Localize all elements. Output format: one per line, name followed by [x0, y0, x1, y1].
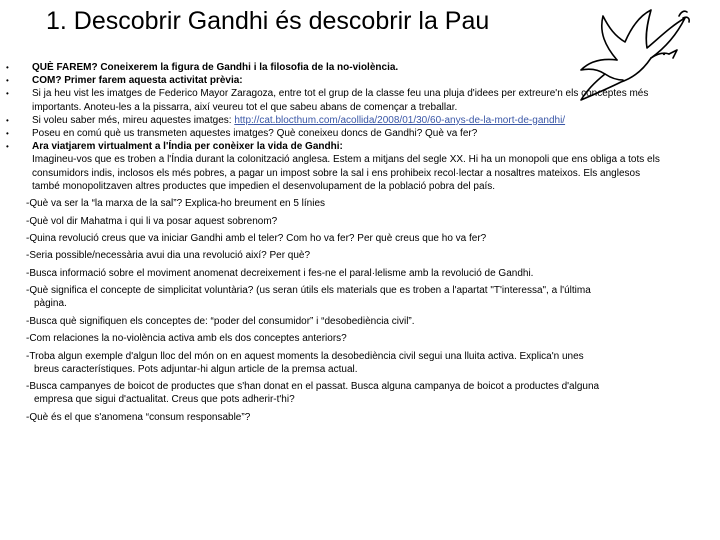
task-item: [26, 411, 661, 424]
bullet-dot: •: [6, 76, 9, 86]
task-text: -Què és el que s'anomena “consum responsable”?: [26, 411, 251, 423]
task-text-continued: empresa que sigui d'actualitat. Creus que pots adherir-t'hi?: [34, 394, 295, 406]
task-text: -Busca informació sobre el moviment anomenat decreixement i fes-ne el paral·lelisme amb la revolució de Gandhi.: [26, 267, 534, 279]
intro-paragraph: Imagineu-vos que es troben a l'Índia durant la colonització anglesa. Estem a mitjans del segle XX. Hi ha un monopoli que ens obliga a tots els consumidors indis, inclosos els més pobres, a pagar un impost sobre la sal i ens prohibeix recol·lectar a nosaltres mateixos. Els anglesos també monopolitzaven altres productes que impedien el desenvolupament de la població pobra del país.: [32, 154, 660, 192]
task-text: -Com relaciones la no-violència activa amb els dos conceptes anteriors?: [26, 333, 347, 345]
task-item: [26, 350, 661, 376]
bullet-dot: •: [6, 63, 9, 72]
task-item: [26, 380, 661, 406]
bullet-dot: •: [6, 115, 9, 125]
bullet-dot: •: [6, 129, 9, 139]
task-text-continued: pàgina.: [34, 298, 67, 310]
task-text: -Busca què signifiquen els conceptes de: “poder del consumidor” i “desobediència civil”.: [26, 315, 415, 327]
task-item: [26, 315, 661, 328]
bullet-text: Ara viatjarem virtualment a l'Índia per conèixer la vida de Gandhi:: [32, 141, 343, 153]
bullet-item: [6, 87, 661, 113]
task-item: [26, 332, 661, 345]
bullet-text: [32, 114, 661, 127]
bullet-text: COM? Primer farem aquesta activitat prèvia:: [32, 75, 243, 87]
task-item: [26, 267, 661, 280]
bullet-text: Si ja heu vist les imatges de Federico Mayor Zaragoza, entre tot el grup de la classe feu una pluja d'idees per extreure'n els conceptes més importants. Anoteu-les a la pissarra, així veureu tot el que sabeu abans de començar a treballar.: [32, 88, 649, 113]
bullet-dot: •: [6, 89, 9, 99]
bullet-label: Si voleu saber més, mireu aquestes imatges:: [32, 114, 235, 126]
task-item: [26, 232, 661, 245]
task-item: [26, 249, 661, 262]
page-title: 1. Descobrir Gandhi és descobrir la Pau: [46, 7, 490, 35]
bullet-text: Poseu en comú què us transmeten aquestes imatges? Què coneixeu doncs de Gandhi? Què va fer?: [32, 128, 478, 140]
bullet-item: [6, 114, 661, 127]
task-text: -Seria possible/necessària avui dia una revolució així? Per què?: [26, 250, 311, 262]
task-text: -Troba algun exemple d'algun lloc del món on en aquest moments la desobediència civil segui una lluita activa. Explica'n unes: [26, 350, 584, 362]
task-text: -Què va ser la “la marxa de la sal”? Explica-ho breument en 5 línies: [26, 198, 326, 210]
bullet-item: [6, 127, 661, 140]
bullet-dot: •: [6, 142, 9, 152]
task-list: [6, 197, 661, 424]
bullet-text: QUÈ FAREM? Coneixerem la figura de Gandhi i la filosofia de la no-violència.: [32, 62, 399, 73]
task-text: -Busca campanyes de boicot de productes que s'han donat en el passat. Busca alguna campanya de boicot a productes d'alguna: [26, 381, 600, 393]
bullet-item: [6, 61, 661, 74]
task-item: [26, 215, 661, 228]
blog-link[interactable]: http://cat.blocthum.com/acollida/2008/01/30/60-anys-de-la-mort-de-gandhi/: [234, 114, 566, 126]
task-text: -Què significa el concepte de simplicitat voluntària? (us seran útils els materials que es troben a l'apartat "T'interessa", a l'última: [26, 285, 591, 297]
bullet-item: [6, 140, 661, 153]
bullet-item: [6, 74, 661, 87]
task-item: [26, 284, 661, 310]
task-text-continued: breus característiques. Pots adjuntar-hi algun article de la premsa actual.: [34, 363, 358, 375]
slide-content: [6, 61, 661, 424]
task-text: -Què vol dir Mahatma i qui li va posar aquest sobrenom?: [26, 215, 278, 227]
task-item: [26, 197, 661, 210]
task-text: -Quina revolució creus que va iniciar Gandhi amb el teler? Com ho va fer? Per què creus que ho va fer?: [26, 233, 487, 244]
